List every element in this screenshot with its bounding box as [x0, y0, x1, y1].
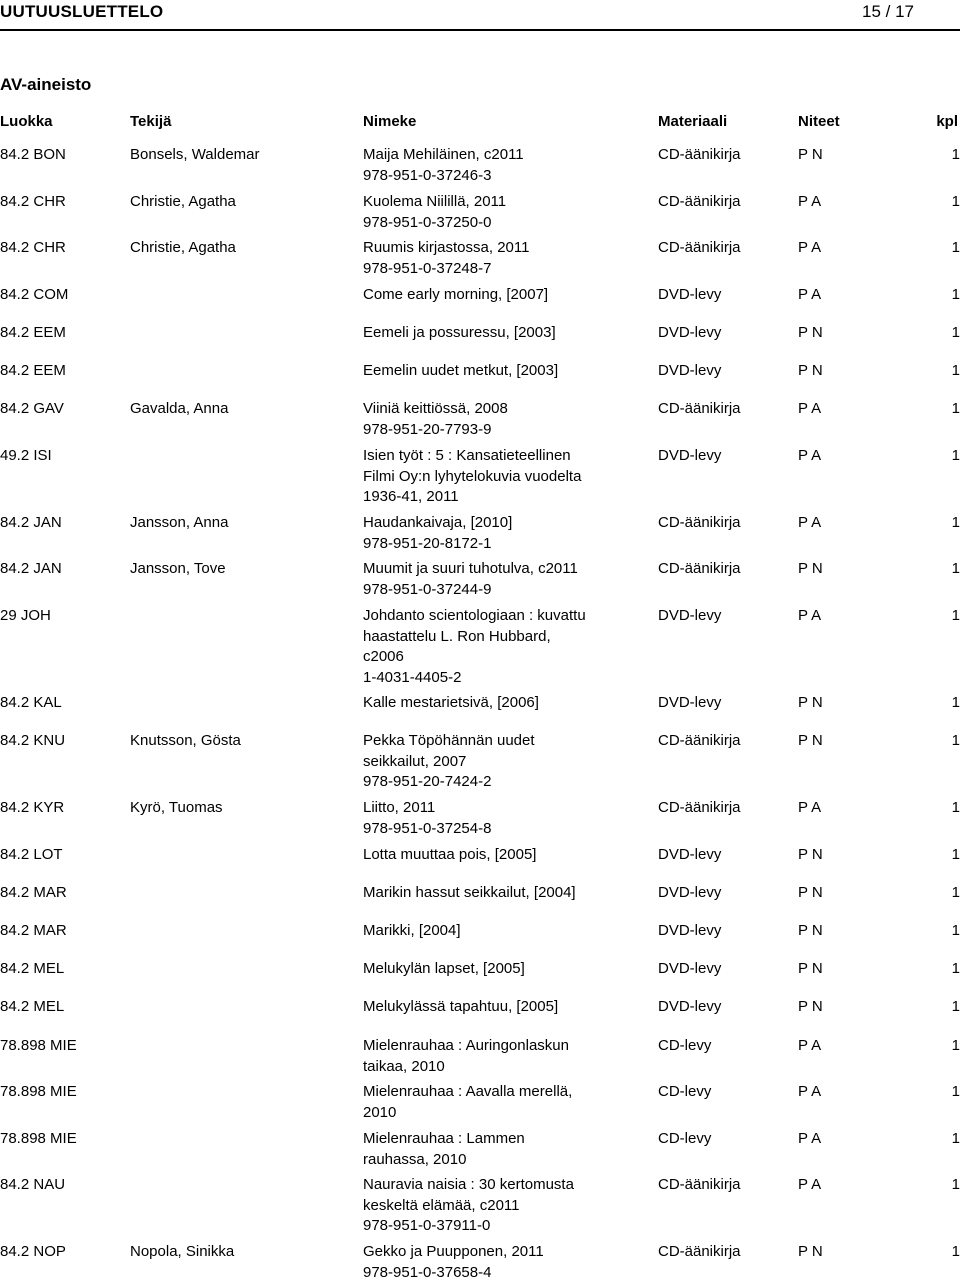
title-line: Lotta muuttaa pois, [2005]: [363, 845, 618, 866]
count: 1: [920, 238, 960, 259]
author: Bonsels, Waldemar: [130, 145, 355, 166]
copies-location: P A: [798, 798, 858, 819]
count: 1: [920, 731, 960, 752]
class-code: 78.898 MIE: [0, 1129, 125, 1150]
column-header-luokka: Luokka: [0, 113, 53, 130]
column-header-kpl: kpl: [936, 113, 958, 130]
title-line: Eemeli ja possuressu, [2003]: [363, 323, 618, 344]
column-header-materiaali: Materiaali: [658, 113, 727, 130]
title: [363, 921, 618, 942]
title: [363, 731, 618, 793]
copies-location: P N: [798, 145, 858, 166]
title-line: Gekko ja Puupponen, 2011: [363, 1242, 618, 1263]
title: [363, 238, 618, 279]
copies-location: P N: [798, 921, 858, 942]
count: 1: [920, 959, 960, 980]
count: 1: [920, 921, 960, 942]
copies-location: P N: [798, 731, 858, 752]
title-line: haastattelu L. Ron Hubbard,: [363, 627, 618, 648]
class-code: 84.2 MAR: [0, 921, 125, 942]
page-number: 15 / 17: [862, 2, 914, 22]
material: DVD-levy: [658, 997, 793, 1018]
class-code: 84.2 GAV: [0, 399, 125, 420]
count: 1: [920, 559, 960, 580]
title-line: Melukylässä tapahtuu, [2005]: [363, 997, 618, 1018]
class-code: 84.2 BON: [0, 145, 125, 166]
document-title: UUTUUSLUETTELO: [0, 2, 163, 22]
material: CD-äänikirja: [658, 238, 793, 259]
material: CD-äänikirja: [658, 399, 793, 420]
title-line: Pekka Töpöhännän uudet: [363, 731, 618, 752]
title-line: 1-4031-4405-2: [363, 668, 618, 689]
title-line: c2006: [363, 647, 618, 668]
count: 1: [920, 845, 960, 866]
header-divider: [0, 29, 960, 31]
count: 1: [920, 145, 960, 166]
copies-location: P A: [798, 513, 858, 534]
copies-location: P N: [798, 997, 858, 1018]
title: [363, 693, 618, 714]
class-code: 84.2 MEL: [0, 997, 125, 1018]
material: DVD-levy: [658, 883, 793, 904]
copies-location: P N: [798, 1242, 858, 1263]
title-line: Mielenrauhaa : Aavalla merellä,: [363, 1082, 618, 1103]
title-line: Marikki, [2004]: [363, 921, 618, 942]
count: 1: [920, 513, 960, 534]
title-line: Maija Mehiläinen, c2011: [363, 145, 618, 166]
copies-location: P A: [798, 1175, 858, 1196]
material: DVD-levy: [658, 693, 793, 714]
title-line: seikkailut, 2007: [363, 752, 618, 773]
class-code: 84.2 KNU: [0, 731, 125, 752]
title-line: 978-951-0-37246-3: [363, 166, 618, 187]
title-line: 978-951-0-37244-9: [363, 580, 618, 601]
column-header-tekija: Tekijä: [130, 113, 171, 130]
title: [363, 145, 618, 186]
material: CD-äänikirja: [658, 145, 793, 166]
copies-location: P A: [798, 1036, 858, 1057]
material: CD-äänikirja: [658, 192, 793, 213]
copies-location: P N: [798, 361, 858, 382]
count: 1: [920, 883, 960, 904]
count: 1: [920, 1129, 960, 1150]
material: DVD-levy: [658, 323, 793, 344]
material: DVD-levy: [658, 285, 793, 306]
author: Jansson, Anna: [130, 513, 355, 534]
copies-location: P A: [798, 1129, 858, 1150]
title-line: Haudankaivaja, [2010]: [363, 513, 618, 534]
author: Christie, Agatha: [130, 192, 355, 213]
title-line: Melukylän lapset, [2005]: [363, 959, 618, 980]
material: CD-äänikirja: [658, 798, 793, 819]
title-line: rauhassa, 2010: [363, 1150, 618, 1171]
class-code: 84.2 MEL: [0, 959, 125, 980]
class-code: 84.2 COM: [0, 285, 125, 306]
class-code: 84.2 KYR: [0, 798, 125, 819]
class-code: 84.2 EEM: [0, 323, 125, 344]
title-line: Ruumis kirjastossa, 2011: [363, 238, 618, 259]
material: CD-äänikirja: [658, 731, 793, 752]
class-code: 84.2 MAR: [0, 883, 125, 904]
title: [363, 798, 618, 839]
copies-location: P A: [798, 399, 858, 420]
column-header-nimeke: Nimeke: [363, 113, 416, 130]
copies-location: P N: [798, 883, 858, 904]
class-code: 84.2 EEM: [0, 361, 125, 382]
class-code: 78.898 MIE: [0, 1036, 125, 1057]
title-line: 978-951-20-7424-2: [363, 772, 618, 793]
title: [363, 1129, 618, 1170]
title: [363, 513, 618, 554]
material: CD-levy: [658, 1082, 793, 1103]
copies-location: P N: [798, 959, 858, 980]
count: 1: [920, 192, 960, 213]
class-code: 84.2 JAN: [0, 513, 125, 534]
copies-location: P A: [798, 285, 858, 306]
title: [363, 1036, 618, 1077]
title-line: 978-951-0-37911-0: [363, 1216, 618, 1237]
class-code: 84.2 CHR: [0, 238, 125, 259]
class-code: 84.2 NOP: [0, 1242, 125, 1263]
title-line: Nauravia naisia : 30 kertomusta: [363, 1175, 618, 1196]
count: 1: [920, 606, 960, 627]
material: CD-äänikirja: [658, 1242, 793, 1263]
material: CD-äänikirja: [658, 1175, 793, 1196]
title-line: Viiniä keittiössä, 2008: [363, 399, 618, 420]
author: Jansson, Tove: [130, 559, 355, 580]
count: 1: [920, 693, 960, 714]
count: 1: [920, 361, 960, 382]
title-line: 978-951-20-7793-9: [363, 420, 618, 441]
author: Knutsson, Gösta: [130, 731, 355, 752]
title: [363, 1175, 618, 1237]
class-code: 84.2 JAN: [0, 559, 125, 580]
title-line: 1936-41, 2011: [363, 487, 618, 508]
copies-location: P N: [798, 845, 858, 866]
author: Christie, Agatha: [130, 238, 355, 259]
material: CD-äänikirja: [658, 559, 793, 580]
title: [363, 559, 618, 600]
title-line: Mielenrauhaa : Lammen: [363, 1129, 618, 1150]
count: 1: [920, 1242, 960, 1263]
material: CD-levy: [658, 1036, 793, 1057]
count: 1: [920, 399, 960, 420]
copies-location: P A: [798, 1082, 858, 1103]
title: [363, 959, 618, 980]
material: DVD-levy: [658, 361, 793, 382]
title: [363, 323, 618, 344]
section-heading: AV-aineisto: [0, 75, 91, 95]
material: CD-äänikirja: [658, 513, 793, 534]
title: [363, 192, 618, 233]
title: [363, 883, 618, 904]
material: DVD-levy: [658, 845, 793, 866]
title-line: 978-951-0-37250-0: [363, 213, 618, 234]
title-line: Isien työt : 5 : Kansatieteellinen: [363, 446, 618, 467]
column-header-niteet: Niteet: [798, 113, 840, 130]
title: [363, 606, 618, 688]
title-line: 978-951-0-37248-7: [363, 259, 618, 280]
copies-location: P N: [798, 323, 858, 344]
copies-location: P A: [798, 606, 858, 627]
title-line: Liitto, 2011: [363, 798, 618, 819]
title-line: Eemelin uudet metkut, [2003]: [363, 361, 618, 382]
title-line: Kuolema Niilillä, 2011: [363, 192, 618, 213]
title: [363, 997, 618, 1018]
class-code: 49.2 ISI: [0, 446, 125, 467]
title-line: 978-951-20-8172-1: [363, 534, 618, 555]
title-line: 978-951-0-37254-8: [363, 819, 618, 840]
copies-location: P A: [798, 192, 858, 213]
material: DVD-levy: [658, 959, 793, 980]
author: Nopola, Sinikka: [130, 1242, 355, 1263]
count: 1: [920, 1175, 960, 1196]
title-line: taikaa, 2010: [363, 1057, 618, 1078]
title-line: Mielenrauhaa : Auringonlaskun: [363, 1036, 618, 1057]
count: 1: [920, 323, 960, 344]
author: Kyrö, Tuomas: [130, 798, 355, 819]
material: DVD-levy: [658, 921, 793, 942]
count: 1: [920, 446, 960, 467]
class-code: 29 JOH: [0, 606, 125, 627]
material: DVD-levy: [658, 446, 793, 467]
material: DVD-levy: [658, 606, 793, 627]
title: [363, 1082, 618, 1123]
title-line: 978-951-0-37658-4: [363, 1263, 618, 1283]
title: [363, 845, 618, 866]
title-line: 2010: [363, 1103, 618, 1124]
class-code: 84.2 KAL: [0, 693, 125, 714]
count: 1: [920, 1082, 960, 1103]
count: 1: [920, 997, 960, 1018]
title-line: keskeltä elämää, c2011: [363, 1196, 618, 1217]
title-line: Filmi Oy:n lyhytelokuvia vuodelta: [363, 467, 618, 488]
title: [363, 399, 618, 440]
title-line: Johdanto scientologiaan : kuvattu: [363, 606, 618, 627]
count: 1: [920, 285, 960, 306]
title-line: Muumit ja suuri tuhotulva, c2011: [363, 559, 618, 580]
class-code: 78.898 MIE: [0, 1082, 125, 1103]
copies-location: P A: [798, 446, 858, 467]
count: 1: [920, 1036, 960, 1057]
material: CD-levy: [658, 1129, 793, 1150]
copies-location: P N: [798, 693, 858, 714]
class-code: 84.2 LOT: [0, 845, 125, 866]
class-code: 84.2 CHR: [0, 192, 125, 213]
copies-location: P A: [798, 238, 858, 259]
title: [363, 446, 618, 508]
title-line: Marikin hassut seikkailut, [2004]: [363, 883, 618, 904]
title: [363, 361, 618, 382]
author: Gavalda, Anna: [130, 399, 355, 420]
title-line: Come early morning, [2007]: [363, 285, 618, 306]
count: 1: [920, 798, 960, 819]
class-code: 84.2 NAU: [0, 1175, 125, 1196]
title: [363, 285, 618, 306]
title: [363, 1242, 618, 1283]
copies-location: P N: [798, 559, 858, 580]
title-line: Kalle mestarietsivä, [2006]: [363, 693, 618, 714]
